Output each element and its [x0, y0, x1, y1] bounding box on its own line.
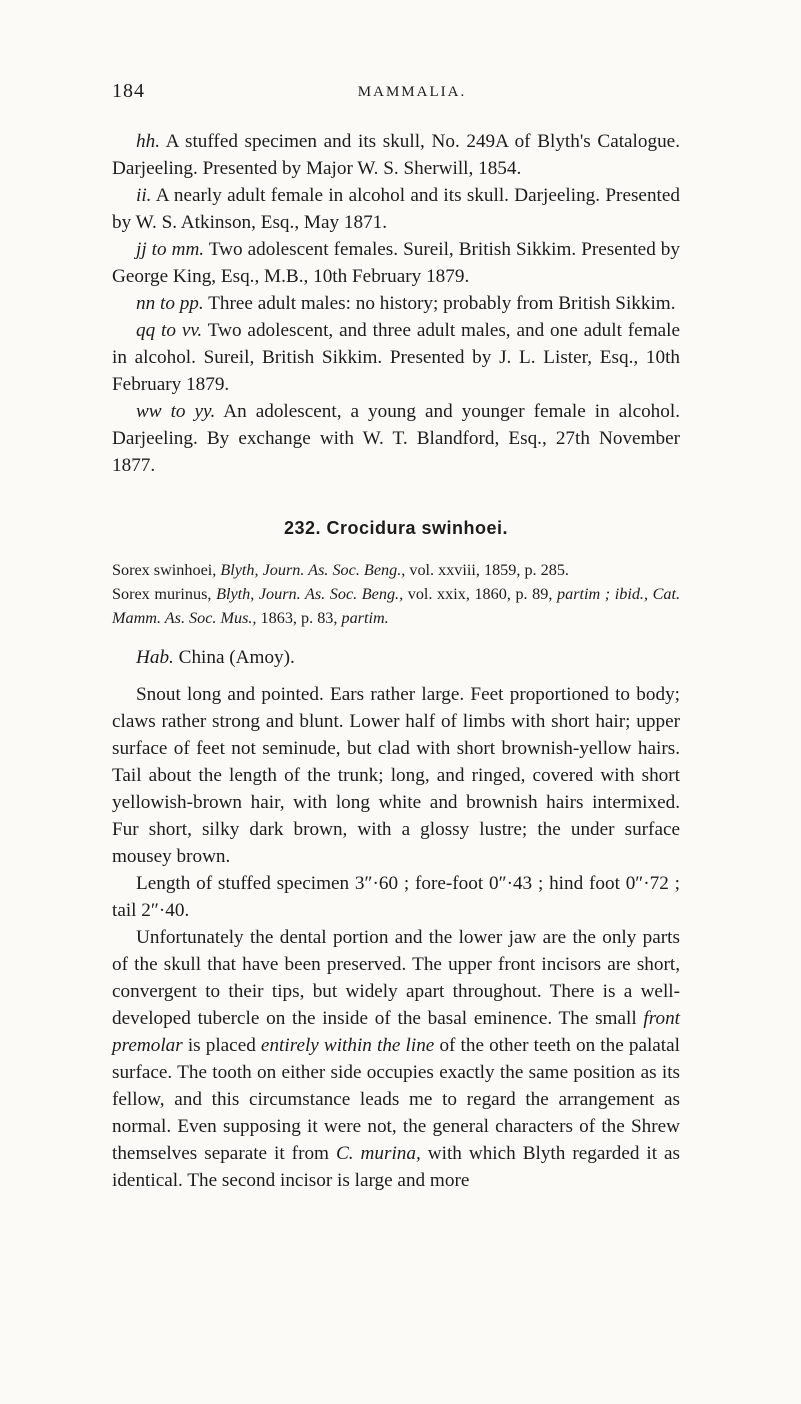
- specimen-entry: jj to mm. Two adolescent females. Sureil, British Sikkim. Presented by George King, Esq., M.B., 10th February 1879.: [112, 239, 680, 287]
- running-title: MAMMALIA.: [357, 84, 467, 100]
- species-heading: 232. Crocidura swinhoei.: [283, 518, 509, 538]
- description-paragraph: Snout long and pointed. Ears rather large. Feet proportioned to body; claws rather strong and blunt. Lower half of limbs with short hair; upper surface of feet not seminude, but clad with short brownish-yellow hairs. Tail about the length of the trunk; long, and ringed, covered with short yellowish-brown hair, with long white and brownish hairs intermixed. Fur short, silky dark brown, with a glossy lustre; the under surface mousey brown.: [112, 684, 680, 867]
- specimen-entry: nn to pp. Three adult males: no history; probably from British Sikkim.: [136, 293, 676, 314]
- synonym-line: Sorex murinus, Blyth, Journ. As. Soc. Beng., vol. xxix, 1860, p. 89, partim ; ibid., Cat. Mamm. As. Soc. Mus., 1863, p. 83, partim.: [112, 585, 681, 627]
- page-body: [112, 128, 680, 1194]
- remarks-paragraph: Unfortunately the dental portion and the lower jaw are the only parts of the skull that have been preserved. The upper front incisors are short, convergent to their tips, but widely apart throughout. There is a well-developed tubercle on the inside of the basal eminence. The small front premolar is placed entirely within the line of the other teeth on the palatal surface. The tooth on either side occupies exactly the same position as its fellow, and this circumstance leads me to regard the arrangement as normal. Even supposing it were not, the general characters of the Shrew themselves separate it from C. murina, with which Blyth regarded it as identical. The second incisor is large and more: [112, 927, 681, 1191]
- specimen-entry: hh. A stuffed specimen and its skull, No. 249A of Blyth's Catalogue. Darjeeling. Presented by Major W. S. Sherwill, 1854.: [112, 131, 680, 179]
- synonym-line: Sorex swinhoei, Blyth, Journ. As. Soc. Beng., vol. xxviii, 1859, p. 285.: [112, 561, 569, 579]
- measurements-paragraph: Length of stuffed specimen 3″·60 ; fore-foot 0″·43 ; hind foot 0″·72 ; tail 2″·40.: [112, 873, 680, 921]
- specimen-entry: qq to vv. Two adolescent, and three adult males, and one adult female in alcohol. Sureil, British Sikkim. Presented by J. L. Lister, Esq., 10th February 1879.: [112, 320, 680, 395]
- page-header: [112, 80, 672, 110]
- specimen-entry: ww to yy. An adolescent, a young and younger female in alcohol. Darjeeling. By exchange with W. T. Blandford, Esq., 27th November 1877.: [112, 401, 680, 476]
- specimen-entry: ii. A nearly adult female in alcohol and its skull. Darjeeling. Presented by W. S. Atkinson, Esq., May 1871.: [112, 185, 680, 233]
- habitat-line: Hab. China (Amoy).: [136, 647, 295, 668]
- page-number: 184: [112, 80, 145, 102]
